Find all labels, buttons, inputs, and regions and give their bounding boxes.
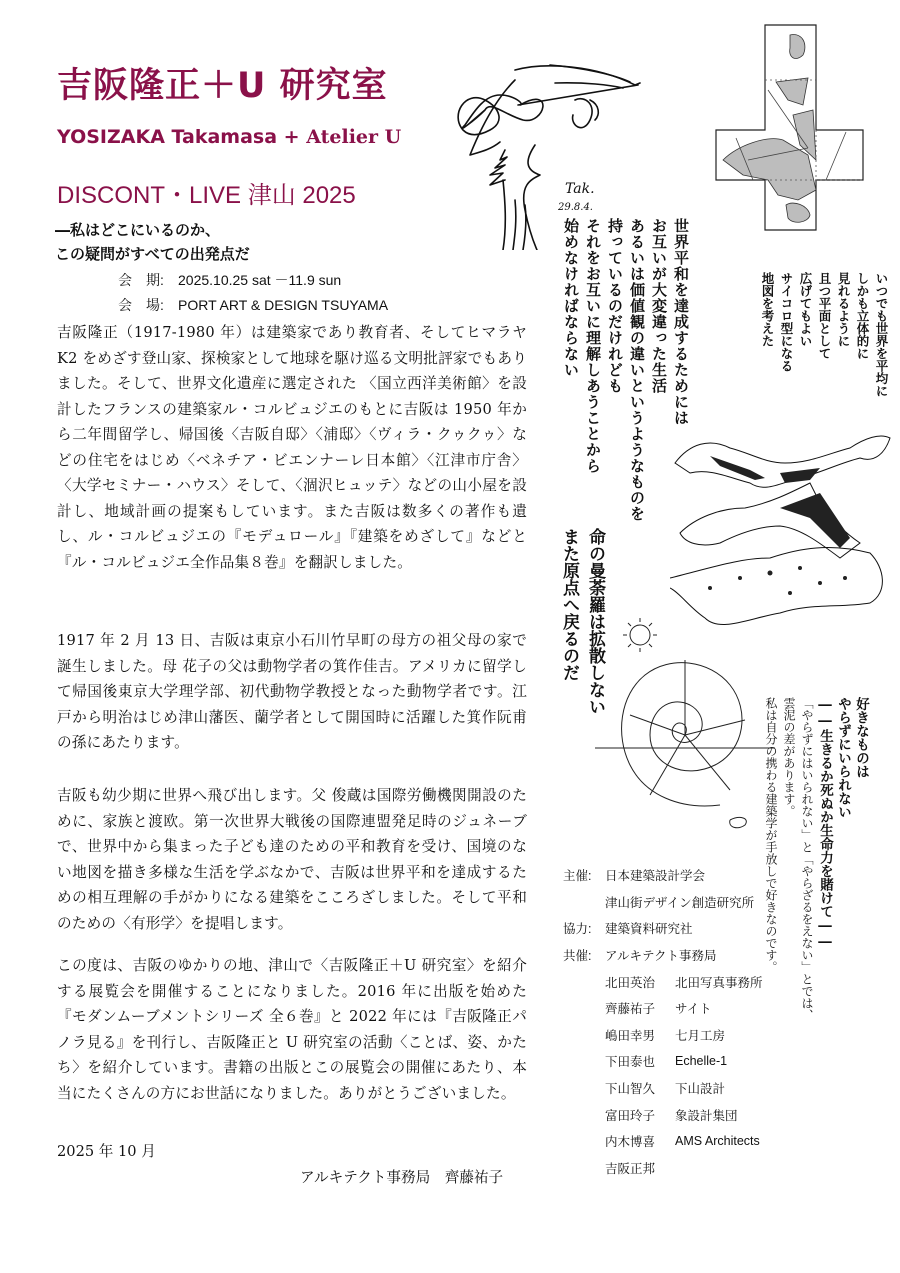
mandala-spoke <box>630 715 685 735</box>
letter-signature: アルキテクト事務局 齊藤祐子 <box>300 1169 504 1186</box>
credit-role: 協力: <box>563 922 592 937</box>
tagline <box>55 218 250 266</box>
subtitle-latin: YOSIZAKA Takamasa + <box>57 126 307 148</box>
page-title: 吉阪隆正＋U 研究室 <box>57 66 388 106</box>
credit-row <box>563 862 763 889</box>
credit-row <box>563 1022 763 1049</box>
sketch-brim <box>518 85 638 105</box>
credit-row <box>563 942 763 969</box>
credit-name: 建築資料研究社 <box>605 922 693 937</box>
period-label: 会 期: <box>118 272 164 288</box>
credit-row <box>563 1048 763 1075</box>
credit-role: 主催: <box>563 869 592 884</box>
page-subtitle <box>57 126 401 148</box>
event-title: DISCONT・LIVE 津山 2025 <box>57 182 356 209</box>
body-paragraph-1: 吉阪隆正（1917-1980 年）は建築家であり教育者、そしてヒマラヤ K2 をめざす登山家、探検家として地球を駆け巡る文明批評家でもありました。そして、世界文化遺産に選定された 〈国立西洋美術館〉を設計したフランスの建築家ル・コルビュジエのもとに吉阪は 1950 年から二年間留学し、帰国後〈吉阪自邸〉〈浦邸〉〈ヴィラ・クゥクゥ〉などの住宅をはじめ〈ベネチア・ビエンナーレ日本館〉〈江津市庁舎〉〈大学セミナー・ハウス〉そして、〈涸沢ヒュッテ〉などの山小屋を設計し、地域計画の提案もしています。また吉阪は数多くの著作も遺し、ル・コルビュジエの『モデュロール』『建築をめざして』などと『ル・コルビュジエ全作品集８巻』を翻訳しました。 <box>57 324 527 571</box>
credit-row <box>563 995 763 1022</box>
quote-like-title-1: 好きなものは <box>853 697 869 778</box>
credit-name: 下山智久 <box>605 1082 656 1097</box>
quote-like <box>762 697 870 1021</box>
credit-row <box>563 1155 763 1182</box>
sketch-hat-line <box>555 83 623 88</box>
sketch-cheek <box>524 145 540 250</box>
event-info <box>118 268 388 318</box>
credit-name: 下田泰也 <box>605 1055 656 1070</box>
urban-dot <box>768 571 773 576</box>
credit-name: 北田英治 <box>605 975 656 990</box>
quote-like-body: 「やらずにはいられない」と「やらざるをえない」とでは、 雲泥の差があります。 私は自分の携わる建築学が手放しで好きなのです。 <box>764 697 814 1021</box>
credit-name: 齊藤祐子 <box>605 1002 656 1017</box>
credits-list <box>563 862 763 1181</box>
sun-rays <box>623 618 657 652</box>
credit-name: 吉阪正邦 <box>605 1161 656 1176</box>
body-paragraph-2: 1917 年 2 月 13 日、吉阪は東京小石川竹早町の母方の祖父母の家で誕生しました。母 花子の父は動物学者の箕作佳吉。アメリカに留学して帰国後東京大学理学部、初代動物学教授となった動物学者です。江戸から明治はじめ津山藩医、蘭学者として開国時に活躍した箕作阮甫の孫にあたります。 <box>57 632 527 751</box>
credit-row <box>563 1101 763 1128</box>
sketch-chin <box>503 180 505 250</box>
urban-zone <box>710 456 765 480</box>
whale-doodle <box>730 818 747 828</box>
mandala-spoke <box>650 735 685 795</box>
credit-org: AMS Architects <box>675 1134 760 1149</box>
quote-mandala <box>556 528 608 728</box>
sketch-ear <box>573 99 593 128</box>
mandala-spoke <box>685 735 730 790</box>
japan-map-1 <box>675 436 890 487</box>
quote-dice-map-text: いつでも世界を平均に しかも立体的に 見れるように 且つ平面として 広げてもよい サイコロ型になる 地図を考えた <box>760 272 889 397</box>
quote-mandala-text: 命の曼荼羅は拡散しない また原点へ戻るのだ <box>559 528 605 715</box>
urban-dot <box>708 586 712 590</box>
subtitle-atelier: Atelier U <box>306 126 402 148</box>
venue-value: PORT ART & DESIGN TSUYAMA <box>178 297 389 313</box>
quote-dice-map <box>758 272 891 432</box>
sketch-glasses <box>462 95 543 128</box>
urban-dot <box>788 591 792 595</box>
credit-name: 富田玲子 <box>605 1108 656 1123</box>
credit-name: 内木博喜 <box>605 1135 656 1150</box>
credit-role: 共催: <box>563 949 592 964</box>
quote-like-title-3: ――生きるか死ぬか生命力を賭けて―― <box>817 697 833 950</box>
sketch-hat-line <box>550 65 630 82</box>
sketch-neck <box>523 205 526 250</box>
credit-row <box>563 1128 763 1155</box>
sketch-signature-line-1: Tak. <box>565 181 595 197</box>
credit-org: Echelle-1 <box>675 1054 728 1069</box>
sketch-signature-line-2: 29.8.4. <box>558 202 593 213</box>
urban-dot <box>843 576 847 580</box>
credit-org: 下山設計 <box>675 1082 726 1097</box>
credit-row <box>563 1075 763 1102</box>
urban-dot <box>818 581 822 585</box>
event-period <box>118 268 388 293</box>
credit-org: 北田写真事務所 <box>675 975 763 990</box>
credit-org: 象設計集団 <box>675 1108 738 1123</box>
quote-world-peace <box>560 218 692 522</box>
credit-name: 嶋田幸男 <box>605 1028 656 1043</box>
urban-dot <box>798 566 802 570</box>
credit-name: 日本建築設計学会 <box>605 869 706 884</box>
credit-row <box>563 889 763 916</box>
dice-world-map-illustration <box>708 20 898 235</box>
event-venue <box>118 293 388 318</box>
mandala-spiral-illustration <box>590 610 780 840</box>
credit-org: 七月工房 <box>675 1028 726 1043</box>
quote-world-peace-text: 世界平和を達成するためには お互いが大変違った生活 あるいは価値観の違いというようなものを 持っているのだけれども それをお互いに理解しあうことから 始めなければならない <box>562 218 690 522</box>
sun-icon <box>630 625 650 645</box>
urban-dot <box>738 576 742 580</box>
credit-name: アルキテクト事務局 <box>605 949 717 964</box>
quote-like-title-2: やらずにいられない <box>835 697 851 819</box>
period-value: 2025.10.25 sat －11.9 sun <box>178 272 342 288</box>
credit-org: サイト <box>675 1002 712 1017</box>
letter-date: 2025 年 10 月 <box>57 1143 156 1160</box>
tagline-line-1: ―私はどこにいるのか、 <box>55 221 221 239</box>
urban-zone <box>780 468 820 483</box>
venue-label: 会 場: <box>118 297 164 313</box>
body-paragraph-3: 吉阪も幼少期に世界へ飛び出します。父 俊蔵は国際労働機関開設のために、家族と渡欧。第一次世界大戦後の国際連盟発足時のジュネーブで、世界中から集まった子ども達のための平和教育を受け、国境のない地図を描き多様な生活を学ぶなかで、吉阪は世界平和を達成するための相互理解の手がかりになる建築をこころざしました。そして平和のための〈有形学〉を提唱します。 <box>57 787 527 932</box>
sketch-moustache <box>490 150 507 185</box>
body-paragraph-4: この度は、吉阪のゆかりの地、津山で〈吉阪隆正＋U 研究室〉を紹介する展覧会を開催することになりました。2016 年に出版を始めた『モダンムーブメントシリーズ 全６巻』と 2022 年には『吉阪隆正パノラ見る』を刊行し、吉阪隆正と U 研究室の活動〈ことば、姿、かたち〉を紹介しています。書籍の出版とこの展覧会の開催にあたり、本当にたくさんの方にお世話になりました。ありがとうございました。 <box>57 957 527 1102</box>
credit-row <box>563 968 763 995</box>
cube-map-outline <box>716 25 863 230</box>
sketch-neck <box>513 200 516 250</box>
mandala-spoke <box>685 720 745 735</box>
credit-row <box>563 915 763 942</box>
tagline-line-2: この疑問がすべての出発点だ <box>55 245 250 263</box>
credit-name: 津山街デザイン創造研究所 <box>605 895 755 910</box>
